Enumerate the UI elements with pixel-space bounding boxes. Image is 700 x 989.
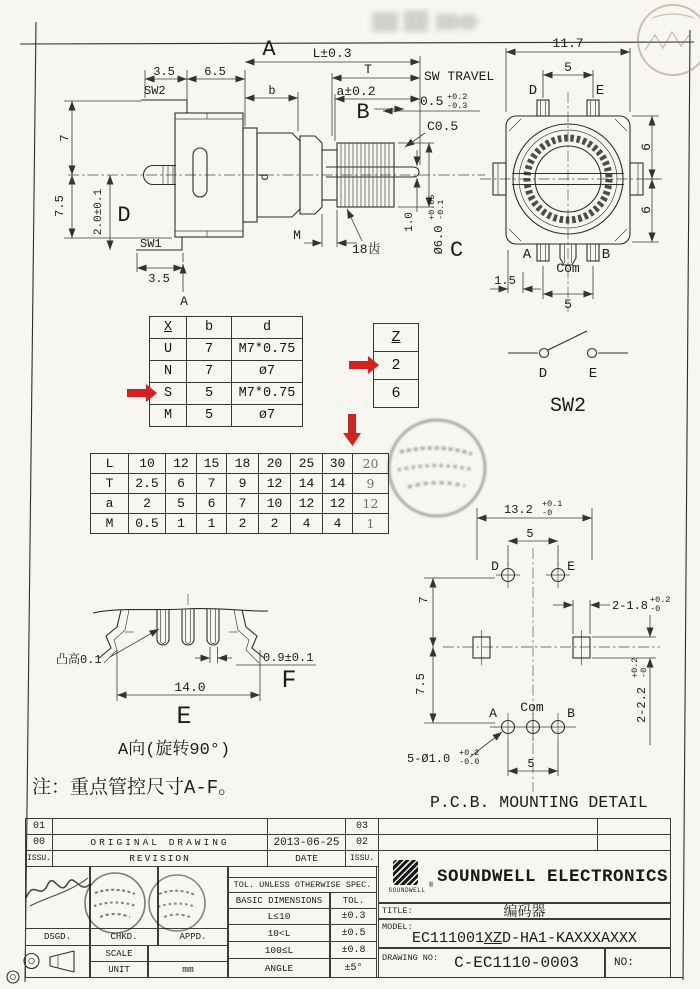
cell: b (187, 317, 232, 339)
dim-sw-travel-up: +0.2 (447, 92, 468, 102)
tol-header: TOL. UNLESS OTHERWISE SPEC. (228, 877, 377, 893)
dim-2-1-8-up: +0.2 (650, 595, 671, 605)
dsgd-signature-cell (25, 866, 90, 929)
rev-row1-date-empty-right (597, 818, 671, 835)
rev-issu-00: 00 (25, 834, 53, 851)
rev-row1-date-empty (267, 818, 346, 835)
tol-value-1: ±0.3 (330, 908, 377, 925)
cell: d (232, 317, 303, 339)
dim-14-0: 14.0 (174, 680, 206, 695)
scale-value-cell (148, 945, 228, 962)
dim-3-5-top: 3.5 (153, 65, 175, 79)
cell: 1 (353, 514, 389, 534)
dim-6-upper: 6 (639, 143, 654, 151)
label-sw2: SW2 (144, 84, 166, 98)
tol-range-2: 10<L (228, 924, 330, 942)
cell: 7 (187, 339, 232, 361)
dsgd-label: DSGD. (25, 928, 90, 946)
model-value: EC111001XZD-HA1-KAXXXAXXX (411, 929, 638, 947)
chkd-label: CHKD. (90, 928, 158, 946)
e-view-linework (93, 594, 268, 663)
appd-stamp-cell (158, 866, 228, 929)
tol-col-basic-dims: BASIC DIMENSIONS (228, 892, 330, 909)
tol-range-1: L≤10 (228, 908, 330, 925)
title-label: TITLE: (382, 906, 413, 916)
cell: 7 (227, 494, 259, 514)
dim-6-lower: 6 (639, 206, 654, 214)
pcb-dimensions (424, 508, 656, 776)
cell: 7 (187, 361, 232, 383)
tol-value-3: ±0.8 (330, 941, 377, 959)
dim-5-holes-dn: -0.0 (459, 757, 480, 767)
dim-2-2-2-up: +0.2 (630, 657, 640, 678)
unit-label: UNIT (90, 961, 148, 978)
dim-1-0: 1.0 (404, 212, 416, 232)
terminal-d-label: D (528, 83, 538, 99)
label-sw1: SW1 (140, 237, 162, 251)
cell: 12 (323, 494, 353, 514)
cell: ø7 (232, 361, 303, 383)
dim-5-top: 5 (564, 60, 572, 75)
tol-range-3: 100≤L (228, 941, 330, 959)
rev-row1-empty (52, 818, 268, 835)
letter-D: D (117, 203, 131, 228)
cell: 5 (166, 494, 197, 514)
cell: 14 (291, 474, 323, 494)
dim-a: a±0.2 (336, 84, 376, 99)
pcb-hole-com-label: Com (520, 700, 544, 715)
cell: 2 (227, 514, 259, 534)
sw2-caption: SW2 (549, 395, 587, 418)
no-cell: NO: (605, 948, 671, 978)
cell: 12 (291, 494, 323, 514)
rev-issu-01: 01 (25, 818, 53, 835)
control-dims-note: 注：重点管控尺寸A-F。 (32, 777, 238, 799)
cell: 2.5 (129, 474, 166, 494)
rev-date-header: DATE (267, 850, 346, 867)
tol-value-2: ±0.5 (330, 924, 377, 942)
company-name: SOUNDWELL ELECTRONICS (437, 866, 669, 887)
cell: U (150, 339, 187, 361)
dim-13-2: 13.2 (504, 503, 533, 517)
cell: N (150, 361, 187, 383)
cell: 2 (129, 494, 166, 514)
cell: S (150, 383, 187, 405)
rev-revision-header: REVISION (52, 850, 268, 867)
unit-value: mm (148, 961, 228, 978)
cell: T (91, 474, 129, 494)
cell: 9 (353, 474, 389, 494)
cell: M (150, 405, 187, 427)
cell: M (91, 514, 129, 534)
cell: 5 (187, 383, 232, 405)
pcb-dim-5-top: 5 (526, 527, 534, 541)
model-label: MODEL: (382, 922, 413, 932)
dim-7: 7 (58, 134, 72, 142)
dim-1-5: 1.5 (494, 274, 516, 288)
dim-13-2-up: +0.1 (542, 499, 563, 509)
cell: 4 (323, 514, 353, 534)
label-18-teeth: 18齿 (352, 242, 381, 257)
cell: 6 (374, 380, 419, 408)
dim-dia6-up: +0.05 (427, 194, 437, 220)
dim-13-2-dn: -0 (542, 508, 553, 518)
pcb-hole-a-label: A (489, 706, 497, 721)
dim-dia6-dn: -0.1 (436, 199, 446, 220)
cell: 30 (323, 454, 353, 474)
dim-7-5: 7.5 (53, 195, 67, 217)
cell: 18 (227, 454, 259, 474)
rev-row1-empty-right (378, 818, 598, 835)
letter-F: F (281, 666, 297, 695)
rev-issu-02: 02 (345, 834, 379, 851)
rev-original-drawing: ORIGINAL DRAWING (52, 834, 268, 851)
dim-chamfer: C0.5 (427, 119, 459, 134)
shaft-code-table (149, 316, 303, 427)
dim-2-0: 2.0±0.1 (93, 188, 105, 236)
cell: 6 (166, 474, 197, 494)
letter-C: C (450, 238, 464, 263)
soundwell-logo-text: SOUNDWELL (388, 887, 426, 894)
cell: 1 (166, 514, 197, 534)
cell: M7*0.75 (232, 339, 303, 361)
cell: ø7 (232, 405, 303, 427)
sw2-d-label: D (538, 366, 548, 382)
terminal-a-label: A (522, 247, 532, 263)
chkd-stamp-cell (90, 866, 158, 929)
length-travel-table (90, 453, 389, 534)
tol-range-angle: ANGLE (228, 958, 330, 978)
cell: M7*0.75 (232, 383, 303, 405)
tol-col-tol: TOL. (330, 892, 377, 909)
cell: 4 (291, 514, 323, 534)
cell: 12 (259, 474, 291, 494)
company-header-cell (378, 850, 671, 903)
pcb-hole-b-label: B (567, 706, 575, 721)
dim-5-bottom: 5 (564, 297, 572, 312)
cell: 15 (197, 454, 227, 474)
sw2-schematic (508, 331, 628, 358)
rev-issu-header: ISSU. (25, 850, 53, 867)
rotated-view-caption: A向(旋转90°) (118, 741, 231, 760)
cell: 12 (166, 454, 197, 474)
drawing-no-cell (378, 948, 605, 978)
scale-label: SCALE (90, 945, 148, 962)
appd-label: APPD. (158, 928, 228, 946)
cell: 2 (374, 352, 419, 380)
dim-6-5: 6.5 (204, 65, 226, 79)
cell: 12 (353, 494, 389, 514)
dim-dia6: Ø6.0 (432, 225, 446, 255)
title-row-cell (378, 903, 671, 919)
rev-row2-date-empty-right (597, 834, 671, 851)
letter-E: E (176, 702, 192, 731)
tol-value-angle: ±5° (330, 958, 377, 978)
cell: X (150, 317, 187, 339)
rev-issu-header2: ISSU. (345, 850, 379, 867)
letter-B: B (356, 100, 370, 125)
letter-A-bottom: A (180, 294, 188, 309)
dim-sw-travel-dn: -0.3 (447, 101, 468, 111)
cell: 5 (187, 405, 232, 427)
dim-2-1-8: 2-1.8 (612, 599, 649, 613)
top-watermark (372, 10, 478, 32)
dim-3-5-bottom: 3.5 (148, 272, 170, 286)
dim-M: M (293, 228, 301, 243)
letter-A-top: A (262, 37, 276, 62)
dim-5-holes-up: +0.2 (459, 748, 480, 758)
pcb-hole-d-label: D (491, 559, 499, 574)
bump-height-label: 凸高0.1 (56, 653, 102, 667)
cell: Z (374, 324, 419, 352)
drawing-no-value: C-EC1110-0003 (454, 954, 579, 972)
z-code-table (373, 323, 419, 408)
label-d-shaft: d (258, 173, 272, 181)
dim-11-7: 11.7 (552, 36, 584, 51)
rev-row2-empty-right (378, 834, 598, 851)
dim-2-2-2-dn: -0 (639, 667, 649, 678)
terminal-e-label: E (595, 83, 605, 99)
projection-symbol-cell (25, 945, 90, 978)
cell: 10 (129, 454, 166, 474)
cell: 25 (291, 454, 323, 474)
dim-5-holes: 5-Ø1.0 (407, 752, 451, 766)
cell: 14 (323, 474, 353, 494)
title-value: 编码器 (503, 905, 546, 921)
dim-b: b (268, 84, 276, 98)
soundwell-logo (393, 860, 418, 885)
label-sw-travel: SW TRAVEL (424, 69, 495, 84)
cell: 2 (259, 514, 291, 534)
rev-date-value: 2013-06-25 (267, 834, 346, 851)
cell: 6 (197, 494, 227, 514)
dim-sw-travel: 0.5 (420, 94, 444, 109)
cell: 7 (197, 474, 227, 494)
cell: 1 (197, 514, 227, 534)
cell: 20 (353, 454, 389, 474)
pcb-dim-5-bottom: 5 (527, 757, 535, 771)
dim-2-1-8-dn: -0 (650, 604, 661, 614)
sw2-e-label: E (588, 366, 598, 382)
pcb-dim-7: 7 (417, 596, 431, 604)
pcb-hole-e-label: E (567, 559, 575, 574)
dim-L: L±0.3 (312, 46, 352, 61)
model-row-cell (378, 919, 671, 948)
terminal-com-label: Com (556, 261, 580, 276)
cell: 9 (227, 474, 259, 494)
pcb-title: P.C.B. MOUNTING DETAIL (430, 793, 648, 812)
cell: L (91, 454, 129, 474)
dim-2-2-2: 2-2.2 (635, 686, 649, 724)
cell: a (91, 494, 129, 514)
drawing-no-label: DRAWING NO: (382, 953, 439, 963)
dim-0-9: 0.9±0.1 (263, 651, 314, 665)
cell: 20 (259, 454, 291, 474)
rev-issu-03: 03 (345, 818, 379, 835)
dim-T: T (364, 62, 372, 77)
terminal-b-label: B (601, 247, 611, 263)
cell: 0.5 (129, 514, 166, 534)
registered-mark: ® (429, 882, 434, 890)
pcb-dim-7-5: 7.5 (414, 673, 428, 695)
cell: 10 (259, 494, 291, 514)
